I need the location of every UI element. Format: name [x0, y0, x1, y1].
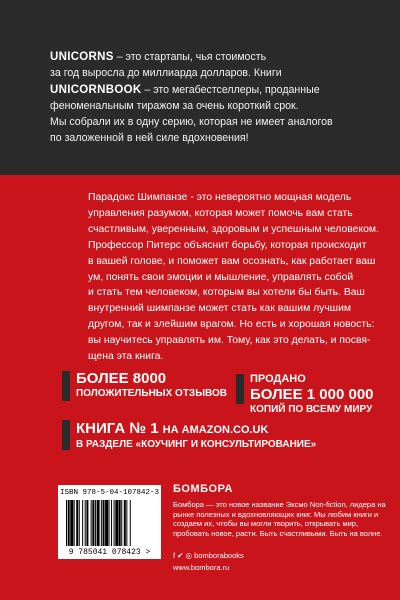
- series-intro-line: [50, 49, 380, 65]
- description-line: щена эта книга.: [88, 351, 164, 363]
- description-line: в вашей голове, и поможет вам осознать, как работает ваш: [88, 255, 376, 267]
- rank-caption: В РАЗДЕЛЕ «КОУЧИНГ И КОНСУЛЬТИРОВАНИЕ»: [76, 439, 317, 450]
- sales-label: ПРОДАНО: [250, 373, 306, 385]
- barcode-bar: [66, 500, 67, 546]
- barcode-bar: [92, 500, 94, 546]
- barcode-bar: [79, 500, 80, 546]
- barcode-bar: [111, 500, 112, 546]
- series-intro: [50, 49, 380, 147]
- isbn-number: ISBN 978-5-04-107842-3: [59, 489, 160, 497]
- rank-title: [76, 421, 268, 438]
- barcode-bar: [101, 500, 102, 546]
- barcode-bar: [95, 500, 96, 546]
- barcode-bar: [68, 500, 70, 546]
- series-intro-line: Мы собрали их в одну серию, которая не имеет аналогов: [50, 116, 333, 129]
- description-line: управления разумом, которая может помочь вам стать: [88, 207, 353, 219]
- description-line: ум, понять свои эмоции и мышление, управлять собой: [88, 271, 354, 283]
- rank-site: НА AMAZON.CO.UK: [162, 424, 269, 436]
- description-line: другом, так и злейшим врагом. Но есть и хорошая новость:: [88, 319, 375, 331]
- barcode-bar: [114, 500, 115, 546]
- series-intro-line: за год выросла до миллиарда долларов. Книги: [50, 67, 282, 80]
- barcode-bar: [103, 500, 105, 546]
- barcode-bar: [70, 500, 73, 546]
- barcode-bar: [97, 500, 100, 546]
- series-intro-line: по заложенной в ней силе вдохновения!: [50, 132, 249, 145]
- barcode-bar: [74, 500, 75, 546]
- publisher-website: www.bombora.ru: [173, 563, 230, 572]
- reviews-count: БОЛЕЕ 8000: [76, 370, 167, 387]
- unicornbook-label: UNICORNBOOK: [50, 83, 142, 96]
- publisher-logo: БОМБОРА: [173, 483, 233, 495]
- barcode-bar: [130, 500, 131, 546]
- description-line: счастливым, уверенным, здоровым и успешным человеком.: [88, 223, 379, 235]
- barcode-bar: [121, 500, 122, 546]
- description-line: вы научитесь управлять им. Тому, как это делать, и посвя-: [88, 335, 371, 347]
- series-intro-line: феноменальным тиражом за очень короткий срок.: [50, 99, 299, 112]
- reviews-accent-bar: [62, 371, 70, 401]
- social-handles: f ✔ ◎ bomborabooks: [173, 551, 244, 560]
- barcode-bar: [109, 500, 110, 546]
- barcode-bar: [119, 500, 121, 546]
- series-intro-line: [50, 82, 380, 98]
- barcode-bar: [126, 500, 127, 546]
- description-line: Парадокс Шимпанзе - это невероятно мощная модель: [88, 192, 352, 203]
- barcode-bar: [124, 500, 126, 546]
- barcode-digits: 9 785041 078423 >: [68, 548, 151, 557]
- unicornbook-definition: – это мегабестселлеры, проданные: [141, 83, 320, 96]
- barcode-bar: [105, 500, 108, 546]
- publisher-description: Бомбора — это новое название Эксмо Non-fiction, лидера на рынке полезных и вдохновляющих книг. Мы любим книги и создаем их, чтобы вы могли творить, открывать мир, пробовать новое, расти. Быть счастливыми. Быть на волне.: [173, 500, 386, 538]
- sales-caption: КОПИЙ ПО ВСЕМУ МИРУ: [250, 404, 373, 415]
- unicorns-definition: – это стартапы, чья стоимость: [113, 51, 267, 63]
- book-description: [88, 190, 388, 365]
- rank-number: КНИГА № 1: [76, 420, 159, 437]
- barcode-bar: [86, 500, 88, 546]
- barcode-bar: [91, 500, 92, 546]
- barcode-area: [58, 485, 161, 559]
- barcode-bar: [82, 500, 83, 546]
- barcode-bar: [115, 500, 118, 546]
- description-line: и стать тем человеком, которым вы хотели бы быть. Ваш: [88, 287, 365, 299]
- sales-accent-bar: [236, 374, 244, 404]
- sales-count: БОЛЕЕ 1 000 000: [250, 386, 374, 403]
- description-line: Профессор Питерс объяснит борьбу, которая происходит: [88, 239, 367, 251]
- description-line: внутренний шимпанзе может стать как вашим лучшим: [88, 303, 352, 315]
- rank-accent-bar: [62, 420, 70, 450]
- reviews-caption: ПОЛОЖИТЕЛЬНЫХ ОТЗЫВОВ: [76, 388, 227, 399]
- barcode-bar: [85, 500, 86, 546]
- barcode-bar: [76, 500, 78, 546]
- unicorns-label: UNICORNS: [50, 51, 114, 63]
